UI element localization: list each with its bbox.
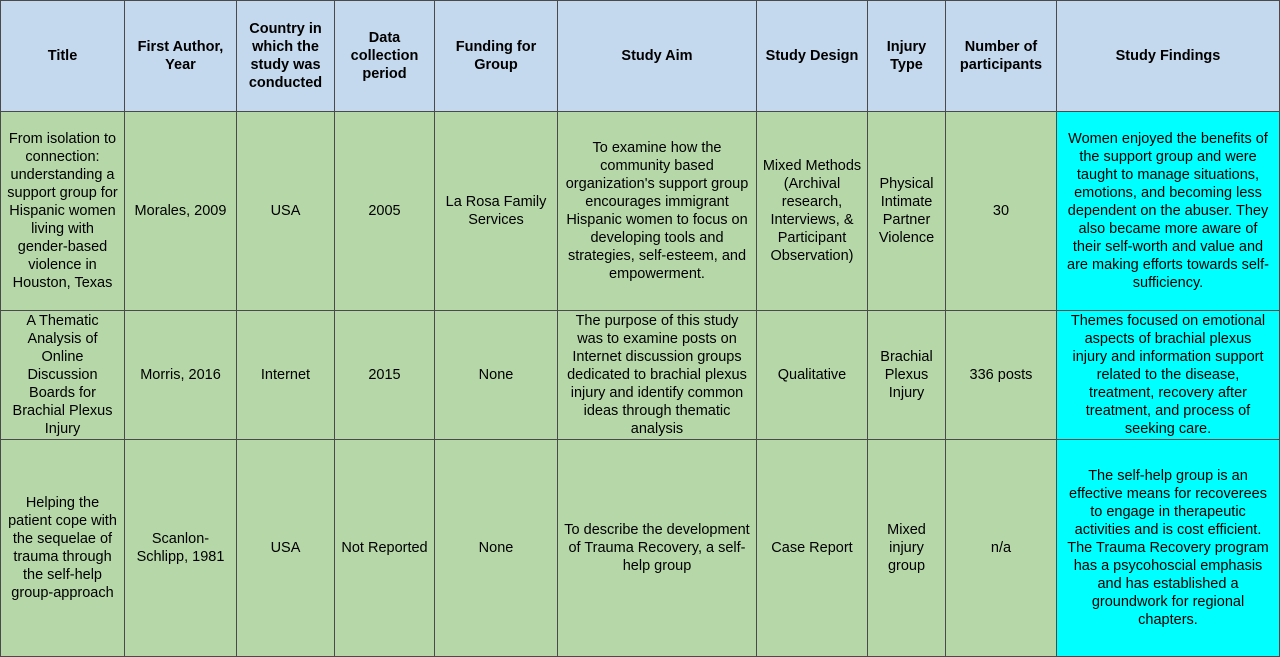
- header-title: Title: [1, 1, 125, 112]
- cell-study-findings: Themes focused on emotional aspects of brachial plexus injury and information support related to the disease, treatment, recovery after treatment, and process of seeking care.: [1057, 311, 1280, 440]
- header-country: Country in which the study was conducted: [237, 1, 335, 112]
- cell-title: A Thematic Analysis of Online Discussion Boards for Brachial Plexus Injury: [1, 311, 125, 440]
- cell-data-collection-period: 2005: [335, 112, 435, 311]
- cell-number-of-participants: n/a: [946, 440, 1057, 657]
- cell-study-aim: The purpose of this study was to examine posts on Internet discussion groups dedicated to brachial plexus injury and identify common ideas through thematic analysis: [558, 311, 757, 440]
- cell-study-aim: To describe the development of Trauma Recovery, a self-help group: [558, 440, 757, 657]
- cell-data-collection-period: 2015: [335, 311, 435, 440]
- header-study-aim: Study Aim: [558, 1, 757, 112]
- cell-funding: None: [435, 311, 558, 440]
- header-study-findings: Study Findings: [1057, 1, 1280, 112]
- cell-injury-type: Physical Intimate Partner Violence: [868, 112, 946, 311]
- cell-first-author-year: Morales, 2009: [125, 112, 237, 311]
- cell-injury-type: Mixed injury group: [868, 440, 946, 657]
- header-row: [1, 1, 1280, 112]
- cell-country: USA: [237, 112, 335, 311]
- cell-country: Internet: [237, 311, 335, 440]
- cell-injury-type: Brachial Plexus Injury: [868, 311, 946, 440]
- cell-title: From isolation to connection: understanding a support group for Hispanic women living with gender-based violence in Houston, Texas: [1, 112, 125, 311]
- cell-data-collection-period: Not Reported: [335, 440, 435, 657]
- cell-funding: None: [435, 440, 558, 657]
- header-funding: Funding for Group: [435, 1, 558, 112]
- cell-first-author-year: Scanlon-Schlipp, 1981: [125, 440, 237, 657]
- cell-study-findings: The self-help group is an effective means for recoverees to engage in therapeutic activities and is cost efficient. The Trauma Recovery program has a psycohoscial emphasis and has established a groundwork for regional chapters.: [1057, 440, 1280, 657]
- cell-first-author-year: Morris, 2016: [125, 311, 237, 440]
- cell-study-aim: To examine how the community based organization's support group encourages immigrant Hispanic women to focus on developing tools and strategies, self-esteem, and empowerment.: [558, 112, 757, 311]
- cell-number-of-participants: 336 posts: [946, 311, 1057, 440]
- cell-study-design: Case Report: [757, 440, 868, 657]
- cell-title: Helping the patient cope with the sequelae of trauma through the self-help group-approach: [1, 440, 125, 657]
- header-data-collection-period: Data collection period: [335, 1, 435, 112]
- header-injury-type: Injury Type: [868, 1, 946, 112]
- header-study-design: Study Design: [757, 1, 868, 112]
- cell-study-design: Mixed Methods (Archival research, Interviews, & Participant Observation): [757, 112, 868, 311]
- header-first-author-year: First Author, Year: [125, 1, 237, 112]
- table-row: [1, 112, 1280, 311]
- cell-study-findings: Women enjoyed the benefits of the support group and were taught to manage situations, emotions, and becoming less dependent on the abuser. They also became more aware of their self-worth and value and are making efforts towards self-sufficiency.: [1057, 112, 1280, 311]
- table-row: [1, 311, 1280, 440]
- cell-study-design: Qualitative: [757, 311, 868, 440]
- cell-funding: La Rosa Family Services: [435, 112, 558, 311]
- cell-country: USA: [237, 440, 335, 657]
- header-number-of-participants: Number of participants: [946, 1, 1057, 112]
- table-row: [1, 440, 1280, 657]
- cell-number-of-participants: 30: [946, 112, 1057, 311]
